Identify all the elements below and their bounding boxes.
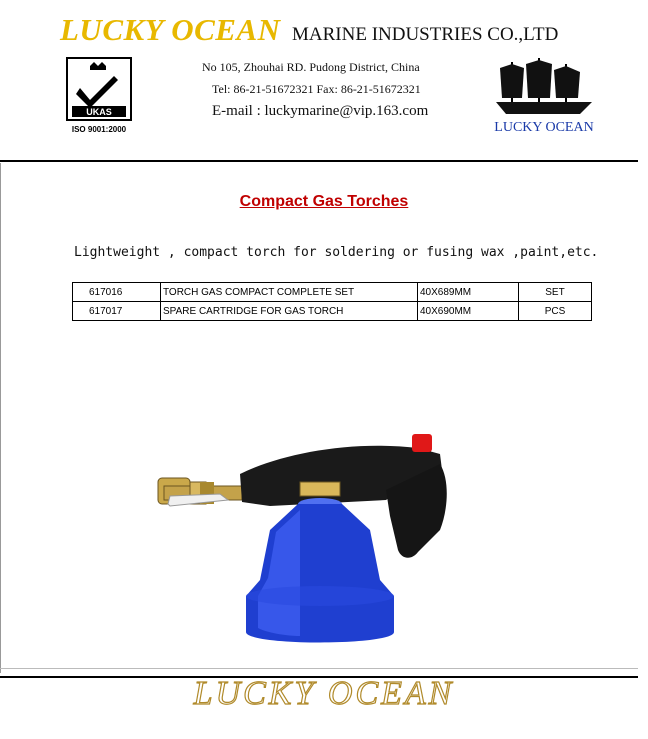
footer-divider-thin — [0, 668, 638, 669]
product-code: 617016 — [73, 283, 161, 302]
ukas-cert-logo — [62, 56, 136, 136]
table-row — [73, 302, 592, 321]
page-title-wrap — [0, 193, 648, 211]
footer-brand: LUCKY OCEAN — [193, 675, 455, 712]
header-divider — [0, 160, 638, 162]
ship-logo — [494, 54, 594, 136]
table-row — [73, 283, 592, 302]
product-name: SPARE CARTRIDGE FOR GAS TORCH — [161, 302, 418, 321]
gas-torch-image — [150, 420, 480, 650]
iso-label: ISO 9001:2000 — [71, 125, 127, 134]
left-border — [0, 163, 1, 673]
product-unit: SET — [519, 283, 592, 302]
product-table — [72, 282, 592, 321]
email-line: E-mail : luckymarine@vip.163.com — [212, 103, 429, 119]
phone-fax-line: Tel: 86-21-51672321 Fax: 86-21-51672321 — [212, 82, 421, 96]
address-line: No 105, Zhouhai RD. Pudong District, China — [202, 60, 420, 74]
product-code: 617017 — [73, 302, 161, 321]
company-name: MARINE INDUSTRIES CO.,LTD — [292, 24, 559, 45]
product-size: 40X689MM — [418, 283, 519, 302]
brand-name: LUCKY OCEAN — [60, 12, 281, 47]
page-title: Compact Gas Torches — [239, 193, 409, 210]
logo-text: LUCKY OCEAN — [494, 120, 594, 135]
cert-label: UKAS — [86, 107, 112, 117]
product-description: Lightweight , compact torch for soldering or fusing wax ,paint,etc. — [74, 245, 599, 260]
product-size: 40X690MM — [418, 302, 519, 321]
product-name: TORCH GAS COMPACT COMPLETE SET — [161, 283, 418, 302]
product-unit: PCS — [519, 302, 592, 321]
